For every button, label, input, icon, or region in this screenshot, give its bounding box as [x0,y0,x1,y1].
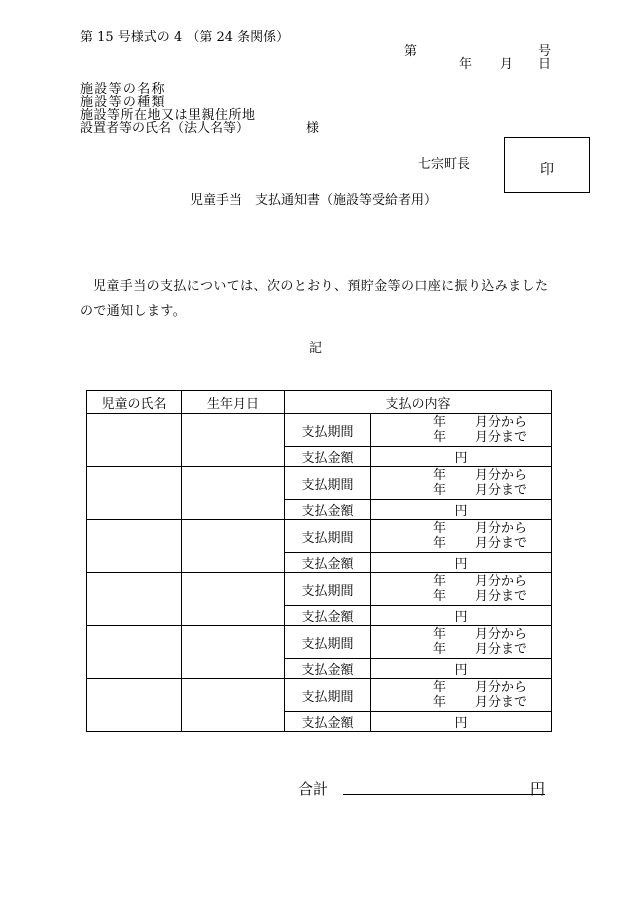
period-year: 年 [433,468,447,483]
facility-address-label: 施設等所在地又は里親住所地 [80,108,256,123]
birthdate-cell [182,679,285,732]
document-title: 児童手当 支払通知書（施設等受給者用） [190,193,438,208]
amount-yen: 円 [371,712,552,732]
birthdate-cell [182,414,285,467]
period-month-text: 月分まで [475,642,528,657]
child-name-cell [87,520,182,573]
amount-label: 支払金額 [285,712,371,732]
total-label: 合計 [298,780,329,798]
period-year: 年 [433,642,447,657]
period-year: 年 [433,589,447,604]
child-name-cell [87,679,182,732]
table-row [87,467,552,500]
issuer-name: 七宗町長 [418,157,471,172]
period-year: 年 [433,574,447,589]
period-from [371,680,551,695]
doc-number-suffix: 号 [538,44,552,59]
period-value [371,520,552,553]
table-row [87,626,552,659]
period-from [371,627,551,642]
birthdate-cell [182,573,285,626]
period-value [371,679,552,712]
period-month-text: 月分まで [475,536,528,551]
period-to [371,483,551,498]
period-year: 年 [433,627,447,642]
date-month: 月 [500,57,514,72]
payment-table [86,390,552,732]
amount-yen: 円 [371,553,552,573]
form-number: 第 15 号様式の 4 （第 24 条関係） [80,30,290,45]
period-value [371,467,552,500]
child-name-cell [87,626,182,679]
period-label: 支払期間 [285,414,371,447]
header-payment-content: 支払の内容 [285,391,552,414]
period-month-text: 月分まで [475,589,528,604]
table-row [87,573,552,606]
table-row [87,414,552,447]
amount-label: 支払金額 [285,659,371,679]
period-label: 支払期間 [285,520,371,553]
period-year: 年 [433,483,447,498]
birthdate-cell [182,467,285,520]
date-year: 年 [459,57,473,72]
period-value [371,573,552,606]
period-label: 支払期間 [285,573,371,606]
amount-label: 支払金額 [285,606,371,626]
amount-label: 支払金額 [285,447,371,467]
amount-yen: 円 [371,500,552,520]
ki-label: 記 [309,341,323,356]
date-day: 日 [538,57,552,72]
period-year: 年 [433,536,447,551]
period-month-text: 月分から [475,521,528,536]
seal-label: 印 [540,162,554,178]
period-month-text: 月分まで [475,483,528,498]
period-to [371,695,551,710]
period-from [371,521,551,536]
child-name-cell [87,414,182,467]
period-month-text: 月分まで [475,430,528,445]
amount-label: 支払金額 [285,553,371,573]
period-year: 年 [433,680,447,695]
amount-yen: 円 [371,659,552,679]
period-year: 年 [433,430,447,445]
period-to [371,642,551,657]
period-value [371,414,552,447]
period-year: 年 [433,521,447,536]
total-amount-line [343,794,545,795]
period-month-text: 月分から [475,680,528,695]
period-to [371,589,551,604]
amount-label: 支払金額 [285,500,371,520]
period-month-text: 月分まで [475,695,528,710]
seal-box [504,137,590,193]
period-label: 支払期間 [285,679,371,712]
period-from [371,415,551,430]
period-label: 支払期間 [285,626,371,659]
child-name-cell [87,573,182,626]
table-header-row [87,391,552,414]
period-year: 年 [433,415,447,430]
birthdate-cell [182,626,285,679]
honorific: 様 [306,121,320,136]
facility-name-label: 施設等の名称 [80,82,166,97]
total-yen: 円 [530,780,546,798]
facility-type-label: 施設等の種類 [80,95,166,110]
period-month-text: 月分から [475,415,528,430]
amount-yen: 円 [371,447,552,467]
birthdate-cell [182,520,285,573]
period-to [371,430,551,445]
period-year: 年 [433,695,447,710]
period-value [371,626,552,659]
period-month-text: 月分から [475,468,528,483]
body-text: 児童手当の支払については、次のとおり、預貯金等の口座に振り込みましたので通知します。 [80,279,549,319]
period-month-text: 月分から [475,574,528,589]
amount-yen: 円 [371,606,552,626]
table-row [87,679,552,712]
period-label: 支払期間 [285,467,371,500]
period-from [371,574,551,589]
period-from [371,468,551,483]
founder-name-label: 設置者等の氏名（法人名等） [80,121,250,136]
period-month-text: 月分から [475,627,528,642]
table-row [87,520,552,553]
header-birthdate: 生年月日 [182,391,285,414]
child-name-cell [87,467,182,520]
period-to [371,536,551,551]
doc-number-prefix: 第 [404,44,418,59]
header-child-name: 児童の氏名 [87,391,182,414]
